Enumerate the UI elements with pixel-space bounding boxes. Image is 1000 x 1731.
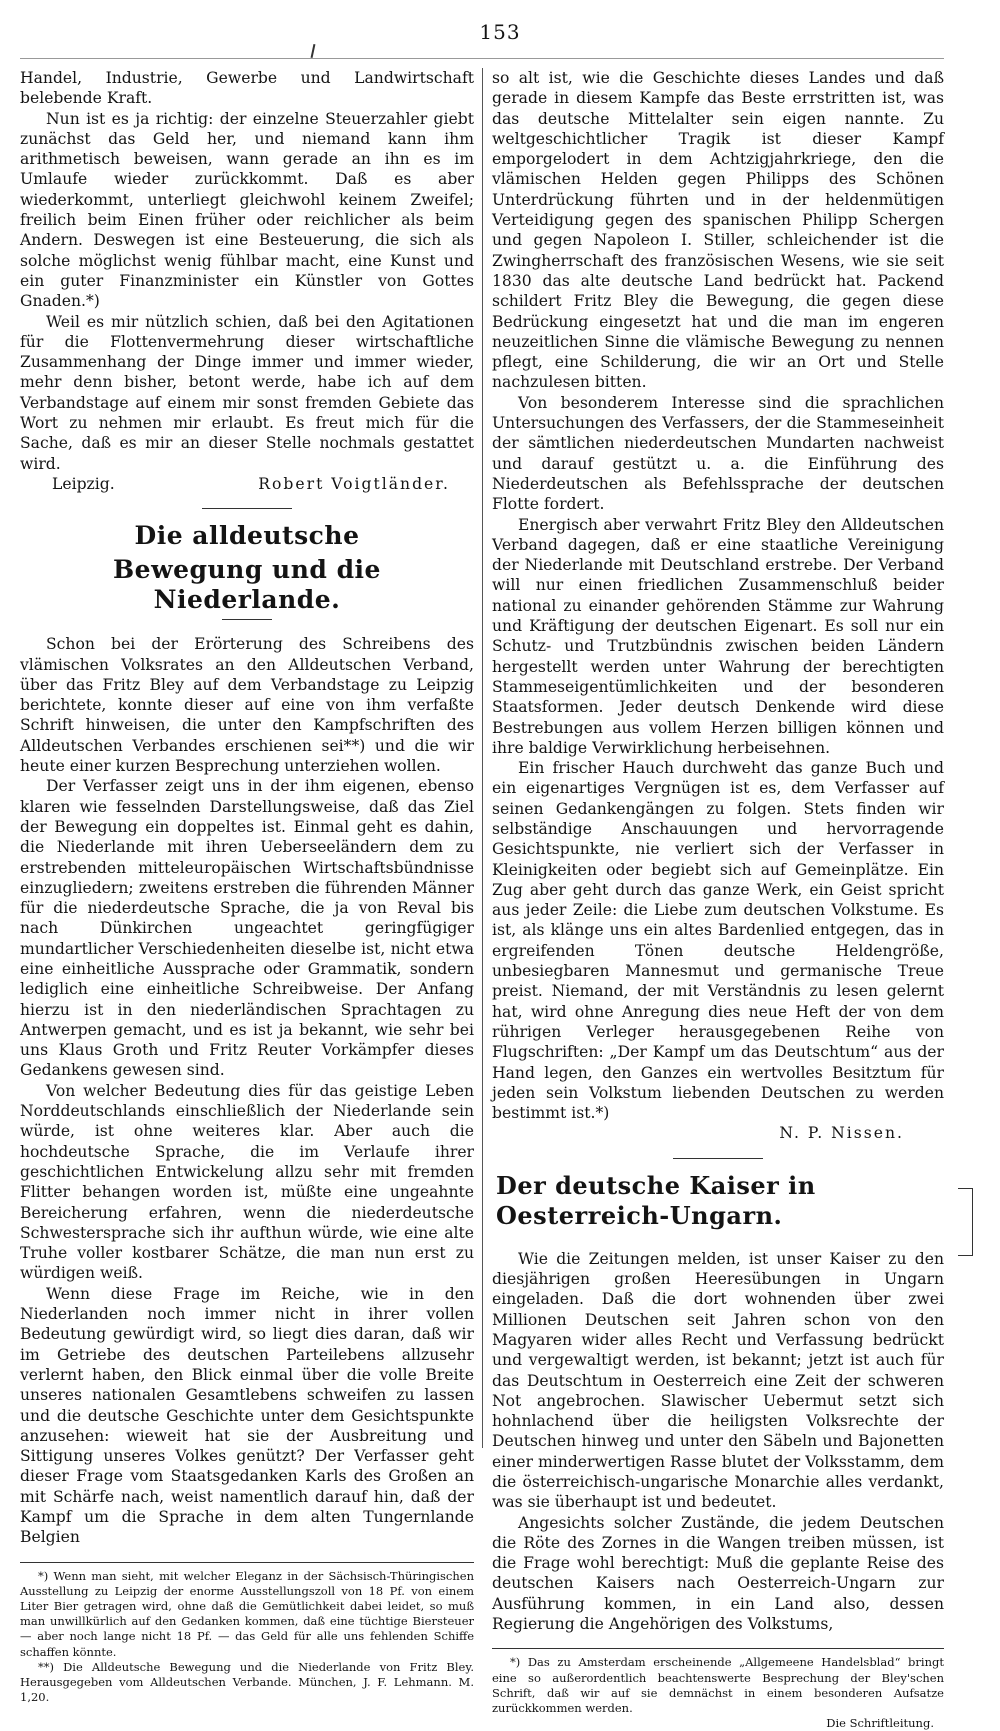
paragraph: Von welcher Bedeutung dies für das geistige Leben Norddeutschlands einschließlich der Niederlande sein würde, ist ohne weiteres klar. Aber auch die hochdeutsche Sprache, die im Verlaufe ihrer geschichtlichen Entwickelung allzu sehr mit fremden Flitter behangen worden ist, müßte eine ungeahnte Bereicherung erfahren, wenn die niederdeutsche Schwestersprache sich ihr aufthun würde, wie eine alte Truhe voller kostbarer Schätze, die man nun erst zu würdigen weiß. (20, 1081, 474, 1283)
section-separator (202, 508, 292, 509)
footnotes (20, 1562, 474, 1706)
paragraph: Weil es mir nützlich schien, daß bei den Agitationen für die Flottenvermehrung dieser wirtschaftliche Zusammenhang der Dinge immer und immer wieder, mehr denn bisher, betont werde, habe ich auf dem Verbandstage auf einem mir sonst fremden Gebiete das Wort zu nehmen mir erlaubt. Es freut mich für die Sache, daß es mir an dieser Stelle nochmals gestattet wird. (20, 312, 474, 473)
paragraph: Schon bei der Erörterung des Schreibens des vlämischen Volksrates an den Alldeutschen Verband, über das Fritz Bley auf dem Verbandstage zu Leipzig berichtete, konnte dieser auf eine von ihm verfaßte Schrift hinweisen, die unter den Kampfschriften des Alldeutschen Verbandes erschienen sei**) und die wir heute einer kurzen Besprechung unterziehen wollen. (20, 635, 474, 776)
paragraph: Wenn diese Frage im Reiche, wie in den Niederlanden noch immer nicht in ihrer vollen Bedeutung gewürdigt wird, so liegt dies daran, daß wir im Getriebe des deutschen Parteilebens allzusehr verlernt haben, den Blick einmal über die volle Breite unseres nationalen Gesamtlebens schweifen zu lassen und die deutsche Geschichte unter dem Gesichtspunkte anzusehen: wieweit hat sie der Ausbreitung und Sittigung unseres Volkes genützt? Der Verfasser geht dieser Frage vom Staatsgedanken Karls des Großen an mit Schärfe nach, weist namentlich darauf hin, daß der Kampf um die Sprache in dem alten Tungernlande Belgien (20, 1284, 474, 1547)
page-number: 153 (479, 20, 521, 44)
margin-bracket (958, 1188, 973, 1256)
header-rule (20, 58, 944, 59)
paragraph: Nun ist es ja richtig: der einzelne Steuerzahler giebt zunächst das Geld her, und niemand kann ihm arithmetisch beweisen, wann gerade an ihn es im Umlaufe wieder zurückkommt. Daß es aber wiederkommt, unterliegt gleichwohl keinem Zweifel; freilich beim Einen früher oder reichlicher als beim Andern. Deswegen ist eine Besteuerung, die sich als solche möglichst wenig fühlbar macht, eine Kunst und ein guter Finanzminister ein Künstler von Gottes Gnaden.*) (20, 109, 474, 311)
left-column (20, 68, 474, 1705)
footnote-signature: Die Schriftleitung. (826, 1716, 934, 1731)
footnotes (492, 1648, 944, 1731)
article-headline-line-1: Die alldeutsche (134, 521, 360, 551)
paragraph: Der Verfasser zeigt uns in der ihm eigenen, ebenso klaren wie fesselnden Darstellungsweise, daß das Ziel der Bewegung ein doppeltes ist. Einmal geht es dahin, die Niederlande mit ihren Ueberseeländern dem zu erstrebenden mitteleuropäischen Wirtschaftsbündnisse einzugliedern; zweitens erstreben die führenden Männer für die niederdeutsche Sprache, die ja von Reval bis nach Dünkirchen ungeachtet geringfügiger mundartlicher Verschiedenheiten dieselbe ist, nicht etwa eine einheitliche Aussprache oder Grammatik, sondern lediglich eine einheitliche Schreibweise. Der Anfang hierzu ist in den niederländischen Sprachtagen zu Antwerpen gemacht, und es ist ja bekannt, wie sehr bei uns Klaus Groth und Fritz Reuter Vorkämpfer dieses Gedankens gewesen sind. (20, 777, 474, 1080)
headline-separator (222, 619, 272, 620)
paragraph: Wie die Zeitungen melden, ist unser Kaiser zu den diesjährigen großen Heeresübungen in Ungarn eingeladen. Daß die dort wohnenden über zwei Millionen Deutschen seit Jahren schon von den Magyaren wider alles Recht und Verfassung bedrückt und vergewaltigt werden, ist bekannt; jetzt ist auch für das Deutschtum in Oesterreich eine Zeit der schweren Not angebrochen. Slawischer Uebermut setzt sich hohnlachend über die heiligsten Volksrechte der Deutschen hinweg und unter den Säbeln und Bajonetten einer minderwertigen Rasse blutet der Volksstamm, dem die österreichisch-ungarische Monarchie alles verdankt, was sie überhaupt ist und bedeutet. (492, 1249, 944, 1512)
paragraph: Handel, Industrie, Gewerbe und Landwirtschaft belebende Kraft. (20, 69, 474, 108)
right-column (492, 68, 944, 1731)
signature-author: Robert Voigtländer. (258, 474, 450, 493)
margin-mark (311, 44, 316, 58)
signature-line (492, 1123, 944, 1143)
paragraph: Energisch aber verwahrt Fritz Bley den Alldeutschen Verband dagegen, daß er eine staatliche Vereinigung der Niederlande mit Deutschland erstrebe. Der Verband will nur einen friedlichen Zusammenschluß beider national zu einander gehörenden Stämme zur Wahrung und Kräftigung der deutschen Eigenart. Es soll nur ein Schutz- und Trutzbündnis zwischen beiden Ländern hergestellt werden unter Wahrung der berechtigten Stammeseigentümlichkeiten und der besonderen Staatsformen. Jeder deutsch Denkende wird diese Bestrebungen aus vollem Herzen billigen können und ihre baldige Verwirklichung herbeisehnen. (492, 515, 944, 757)
footnote: *) Das zu Amsterdam erscheinende „Allgemeene Handelsblad“ bringt eine so außerordentlich beachtenswerte Besprechung der Bley'schen Schrift, daß wir auf sie demnächst in einem besonderen Aufsatze zurückkommen werden. (492, 1655, 944, 1715)
paragraph: so alt ist, wie die Geschichte dieses Landes und daß gerade in diesem Kampfe das Beste errstritten ist, was das deutsche Mittelalter sein eigen nannte. Zu weltgeschichtlicher Tragik ist dieser Kampf emporgelodert in dem Achtzigjahrkriege, den die vlämischen Helden gegen Philipps des Schönen Unterdrückung führten und in der heldenmütigen Verteidigung gegen des spanischen Philipp Schergen und gegen Napoleon I. Stiller, schleichender ist die Zwingherrschaft des französischen Wesens, wie sie seit 1830 das alte deutsche Land bedrückt hat. Packend schildert Fritz Bley die Bewegung, die gegen diese Bedrückung eingesetzt hat und die man im engeren neuzeitlichen Sinne die vlämische Bewegung zu nennen pflegt, eine Schilderung, die wir an Ort und Stelle nachzulesen bitten. (492, 69, 944, 392)
signature-line (20, 474, 474, 494)
article-headline-line-2: Bewegung und die Niederlande. (113, 555, 381, 615)
paragraph: Angesichts solcher Zustände, die jedem Deutschen die Röte des Zornes in die Wangen treiben müssen, ist die Frage wohl berechtigt: Muß die geplante Reise des deutschen Kaisers nach Oesterreich-Ungarn zur Ausführung kommen, in ein Land also, dessen Regierung die Angehörigen des Volkstums, (492, 1513, 944, 1634)
article-headline: Der deutsche Kaiser in Oesterreich-Ungarn. (496, 1170, 816, 1230)
section-separator (673, 1158, 763, 1159)
column-divider (482, 68, 483, 1448)
signature-place: Leipzig. (52, 474, 115, 493)
footnote: **) Die Alldeutsche Bewegung und die Niederlande von Fritz Bley. Herausgegeben vom Alldeutschen Verbande. München, J. F. Lehmann. M. 1,20. (20, 1659, 474, 1705)
signature-author: N. P. Nissen. (779, 1124, 904, 1143)
paragraph: Von besonderem Interesse sind die sprachlichen Untersuchungen des Verfassers, der die Stammeseinheit der sämtlichen niederdeutschen Mundarten nachweist und darauf gestützt u. a. die Einführung des Niederdeutschen als Befehlssprache der deutschen Flotte fordert. (492, 393, 944, 514)
paragraph: Ein frischer Hauch durchweht das ganze Buch und ein eigenartiges Vergnügen ist es, dem Verfasser auf seinen Gedankengängen zu folgen. Stets finden wir selbständige Anschauungen und hervorragende Gesichtspunkte, nie verliert sich der Verfasser in Kleinigkeiten oder begiebt sich auf Gemeinplätze. Ein Zug aber geht durch das ganze Werk, ein Geist spricht aus jeder Zeile: die Liebe zum deutschen Volkstume. Es ist, als klänge uns ein altes Bardenlied entgegen, das in ergreifenden Tönen deutsche Heldengröße, unbesiegbaren Mannesmut und germanische Treue preist. Niemand, der mit Verständnis zu lesen gelernt hat, wird ohne Anregung dies neue Heft der von dem rührigen Verleger herausgegebenen Reihe von Flugschriften: „Der Kampf um das Deutschtum“ aus der Hand legen, den Ganzes ein wertvolles Besitztum für jeden sein Volkstum liebenden Deutschen zu werden bestimmt ist.*) (492, 759, 944, 1123)
footnote: *) Wenn man sieht, mit welcher Eleganz in der Sächsisch-Thüringischen Ausstellung zu Leipzig der enorme Ausstellungszoll von 18 Pf. von einem Liter Bier getragen wird, ohne daß die Gemütlichkeit dabei leidet, so muß man unwillkürlich auf den Gedanken kommen, daß eine tüchtige Biersteuer — aber noch lange nicht 18 Pf. — das Geld für alle uns fehlenden Schiffe schaffen könnte. (20, 1568, 474, 1659)
